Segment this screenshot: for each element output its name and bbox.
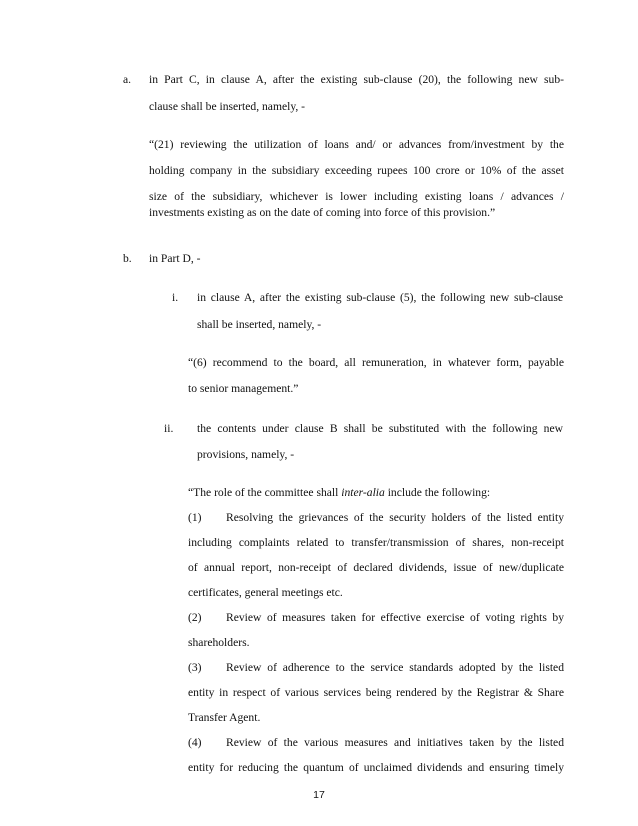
sub-ii-marker: ii.: [164, 422, 174, 435]
item-a-quote-line-3: size of the subsidiary, whichever is lower including existing loans / advances /: [149, 190, 564, 203]
intro-text-before: “The role of the committee shall: [188, 486, 342, 499]
item-a-quote-line-2: holding company in the subsidiary exceeding rupees 100 crore or 10% of the asset: [149, 164, 564, 177]
point-1-number: (1): [188, 511, 202, 524]
intro-text-italic: inter-alia: [341, 486, 385, 499]
item-a-quote-line-4: investments existing as on the date of coming into force of this provision.”: [149, 206, 496, 219]
point-3-line-2: entity in respect of various services being rendered by the Registrar & Share: [188, 686, 564, 699]
item-a-quote-line-1: “(21) reviewing the utilization of loans and/ or advances from/investment by the: [149, 138, 564, 151]
point-4-line-2: entity for reducing the quantum of unclaimed dividends and ensuring timely: [188, 761, 564, 774]
item-b-line: in Part D, -: [149, 252, 201, 265]
sub-ii-line-2: provisions, namely, -: [197, 448, 295, 461]
sub-i-quote-line-2: to senior management.”: [188, 382, 299, 395]
item-a-line-1: in Part C, in clause A, after the existing sub-clause (20), the following new sub-: [149, 73, 564, 86]
sub-i-marker: i.: [172, 291, 179, 304]
point-2-number: (2): [188, 611, 202, 624]
sub-i-quote-line-1: “(6) recommend to the board, all remuneration, in whatever form, payable: [188, 356, 564, 369]
sub-i-line-2: shall be inserted, namely, -: [197, 318, 322, 331]
point-2-line-2: shareholders.: [188, 636, 250, 649]
item-a-marker: a.: [123, 73, 132, 86]
page-number: 17: [313, 789, 325, 801]
sub-i-line-1: in clause A, after the existing sub-clause (5), the following new sub-clause: [197, 291, 563, 304]
point-3-line-3: Transfer Agent.: [188, 711, 261, 724]
point-4-number: (4): [188, 736, 202, 749]
point-1-line-2: including complaints related to transfer/transmission of shares, non-receipt: [188, 536, 564, 549]
item-a-line-2: clause shall be inserted, namely, -: [149, 100, 306, 113]
point-4-first-line: Review of the various measures and initiatives taken by the listed: [226, 736, 564, 749]
sub-ii-line-1: the contents under clause B shall be substituted with the following new: [197, 422, 563, 435]
point-1-line-4: certificates, general meetings etc.: [188, 586, 343, 599]
intro-text-after: include the following:: [384, 486, 491, 499]
point-1-first-line: Resolving the grievances of the security holders of the listed entity: [226, 511, 564, 524]
point-3-number: (3): [188, 661, 202, 674]
committee-role-intro: [188, 486, 490, 500]
item-b-marker: b.: [123, 252, 132, 265]
point-3-first-line: Review of adherence to the service standards adopted by the listed: [226, 661, 564, 674]
point-2-first-line: Review of measures taken for effective exercise of voting rights by: [226, 611, 564, 624]
point-1-line-3: of annual report, non-receipt of declared dividends, issue of new/duplicate: [188, 561, 564, 574]
